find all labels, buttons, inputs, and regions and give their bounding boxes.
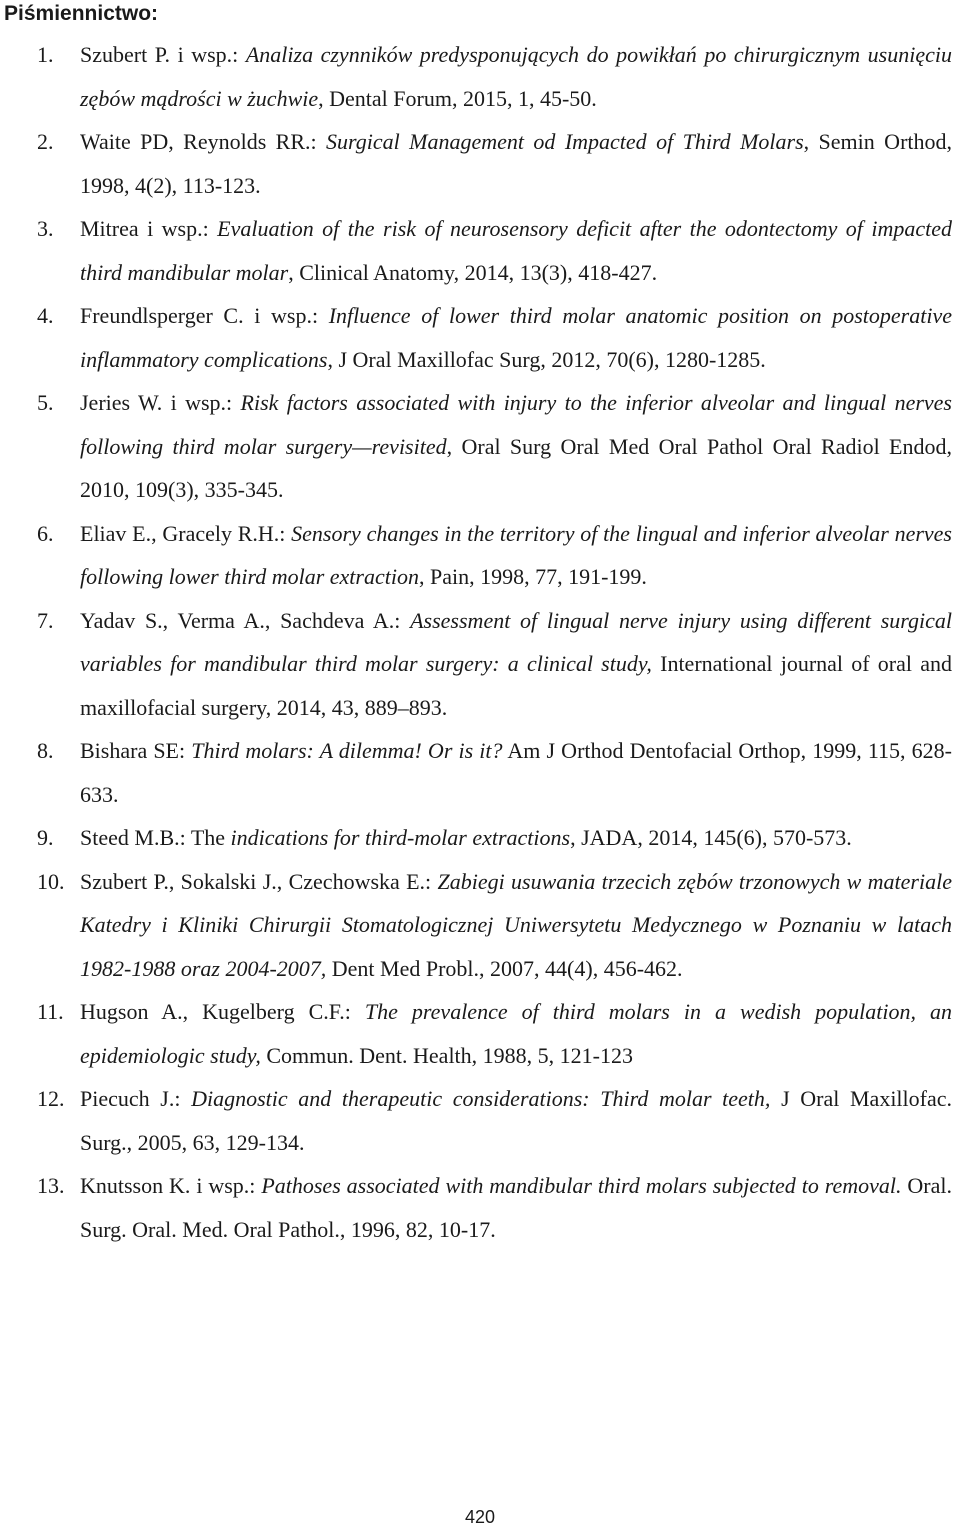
reference-title: Analiza czynników predysponujących do powikłań po chirurgicznym usunięciu zębów mądrości w żuchwie xyxy=(80,42,952,111)
reference-source: , J Oral Maxillofac Surg, 2012, 70(6), 1280-1285. xyxy=(327,346,766,372)
reference-source: , JADA, 2014, 145(6), 570-573. xyxy=(570,825,852,850)
reference-authors: Freundlsperger C. i wsp.: xyxy=(80,303,329,328)
reference-authors: Szubert P., Sokalski J., Czechowska E.: xyxy=(80,868,438,894)
reference-authors: Hugson A., Kugelberg C.F.: xyxy=(80,999,365,1024)
reference-authors: Knutsson K. i wsp.: xyxy=(80,1173,262,1198)
reference-number: 6. xyxy=(37,520,54,546)
reference-authors: Eliav E., Gracely R.H.: xyxy=(80,520,292,546)
reference-number: 1. xyxy=(37,42,54,67)
reference-number: 3. xyxy=(37,216,54,241)
reference-title: Evaluation of the risk of neurosensory deficit after the odontectomy of impacted third mandibular molar xyxy=(80,216,952,285)
reference-authors: Bishara SE: xyxy=(80,738,192,763)
reference-source: , Semin Orthod, 1998, 4(2), 113-123. xyxy=(80,129,953,198)
reference-authors: Szubert P. i wsp.: xyxy=(80,42,246,67)
reference-item xyxy=(0,729,960,816)
reference-item xyxy=(0,33,960,120)
reference-title: Surgical Management od Impacted of Third Molars xyxy=(326,129,804,154)
reference-item xyxy=(0,1164,960,1251)
reference-number: 5. xyxy=(37,390,54,415)
reference-title: Third molars: A dilemma! Or is it? xyxy=(191,738,503,763)
reference-item xyxy=(0,816,960,860)
reference-title: Diagnostic and therapeutic considerations: Third molar teeth, xyxy=(191,1086,771,1111)
reference-item xyxy=(0,207,960,294)
reference-item xyxy=(0,1077,960,1164)
reference-number: 7. xyxy=(37,607,54,633)
reference-source: , Clinical Anatomy, 2014, 13(3), 418-427. xyxy=(288,259,658,285)
reference-title: Sensory changes in the territory of the lingual and inferior alveolar nerves following lower third molar extraction xyxy=(80,520,952,589)
reference-source: Dent Med Probl., 2007, 44(4), 456-462. xyxy=(326,955,683,981)
reference-title: indications for third-molar extractions xyxy=(230,825,571,850)
reference-source: J Oral Maxillofac. Surg., 2005, 63, 129-134. xyxy=(80,1086,953,1155)
reference-number: 12. xyxy=(37,1086,65,1111)
reference-title: Influence of lower third molar anatomic position on postoperative inflammatory complications xyxy=(80,303,952,372)
reference-authors: Jeries W. i wsp.: xyxy=(80,390,241,415)
reference-number: 10. xyxy=(37,868,65,894)
reference-authors: Yadav S., Verma A., Sachdeva A.: xyxy=(80,607,411,633)
reference-title: Risk factors associated with injury to the inferior alveolar and lingual nerves following third molar surgery—revisited xyxy=(80,390,952,459)
reference-source: International journal of oral and maxillofacial surgery, 2014, 43, 889–893. xyxy=(80,651,952,720)
reference-authors: Mitrea i wsp.: xyxy=(80,216,218,241)
reference-source: Am J Orthod Dentofacial Orthop, 1999, 115, 628-633. xyxy=(80,738,952,807)
reference-number: 13. xyxy=(37,1173,65,1198)
reference-title: Pathoses associated with mandibular third molars subjected to removal. xyxy=(261,1173,902,1198)
reference-item xyxy=(0,860,960,991)
reference-source: , Pain, 1998, 77, 191-199. xyxy=(418,564,647,589)
reference-item xyxy=(0,599,960,730)
reference-title: Zabiegi usuwania trzecich zębów trzonowych w materiale Katedry i Kliniki Chirurgii Stomatologicznej Uniwersytetu Medycznego w Poznaniu w latach 1982-1988 oraz 2004-2007, xyxy=(80,868,952,981)
reference-list xyxy=(0,33,960,1251)
reference-title: The prevalence of third molars in a wedish population, an epidemiologic study, xyxy=(80,999,952,1068)
reference-item xyxy=(0,381,960,512)
page-number: 420 xyxy=(464,1507,496,1527)
reference-source: Commun. Dent. Health, 1988, 5, 121-123 xyxy=(260,1042,633,1068)
reference-number: 11. xyxy=(37,999,64,1024)
reference-authors: Waite PD, Reynolds RR.: xyxy=(80,129,327,154)
reference-number: 4. xyxy=(37,303,54,328)
reference-authors: Steed M.B.: The xyxy=(80,825,231,850)
reference-item xyxy=(0,294,960,381)
reference-source: , Dental Forum, 2015, 1, 45-50. xyxy=(318,85,597,111)
reference-source: Oral. Surg. Oral. Med. Oral Pathol., 1996, 82, 10-17. xyxy=(80,1173,953,1242)
reference-number: 8. xyxy=(37,738,54,763)
reference-item xyxy=(0,990,960,1077)
section-heading: Piśmiennictwo: xyxy=(4,2,159,25)
reference-item xyxy=(0,512,960,599)
reference-source: , Oral Surg Oral Med Oral Pathol Oral Radiol Endod, 2010, 109(3), 335-345. xyxy=(80,433,952,502)
reference-authors: Piecuch J.: xyxy=(80,1086,192,1111)
reference-number: 9. xyxy=(37,825,54,850)
reference-title: Assessment of lingual nerve injury using different surgical variables for mandibular third molar surgery: a clinical study, xyxy=(80,607,952,676)
reference-number: 2. xyxy=(37,129,54,154)
reference-item xyxy=(0,120,960,207)
